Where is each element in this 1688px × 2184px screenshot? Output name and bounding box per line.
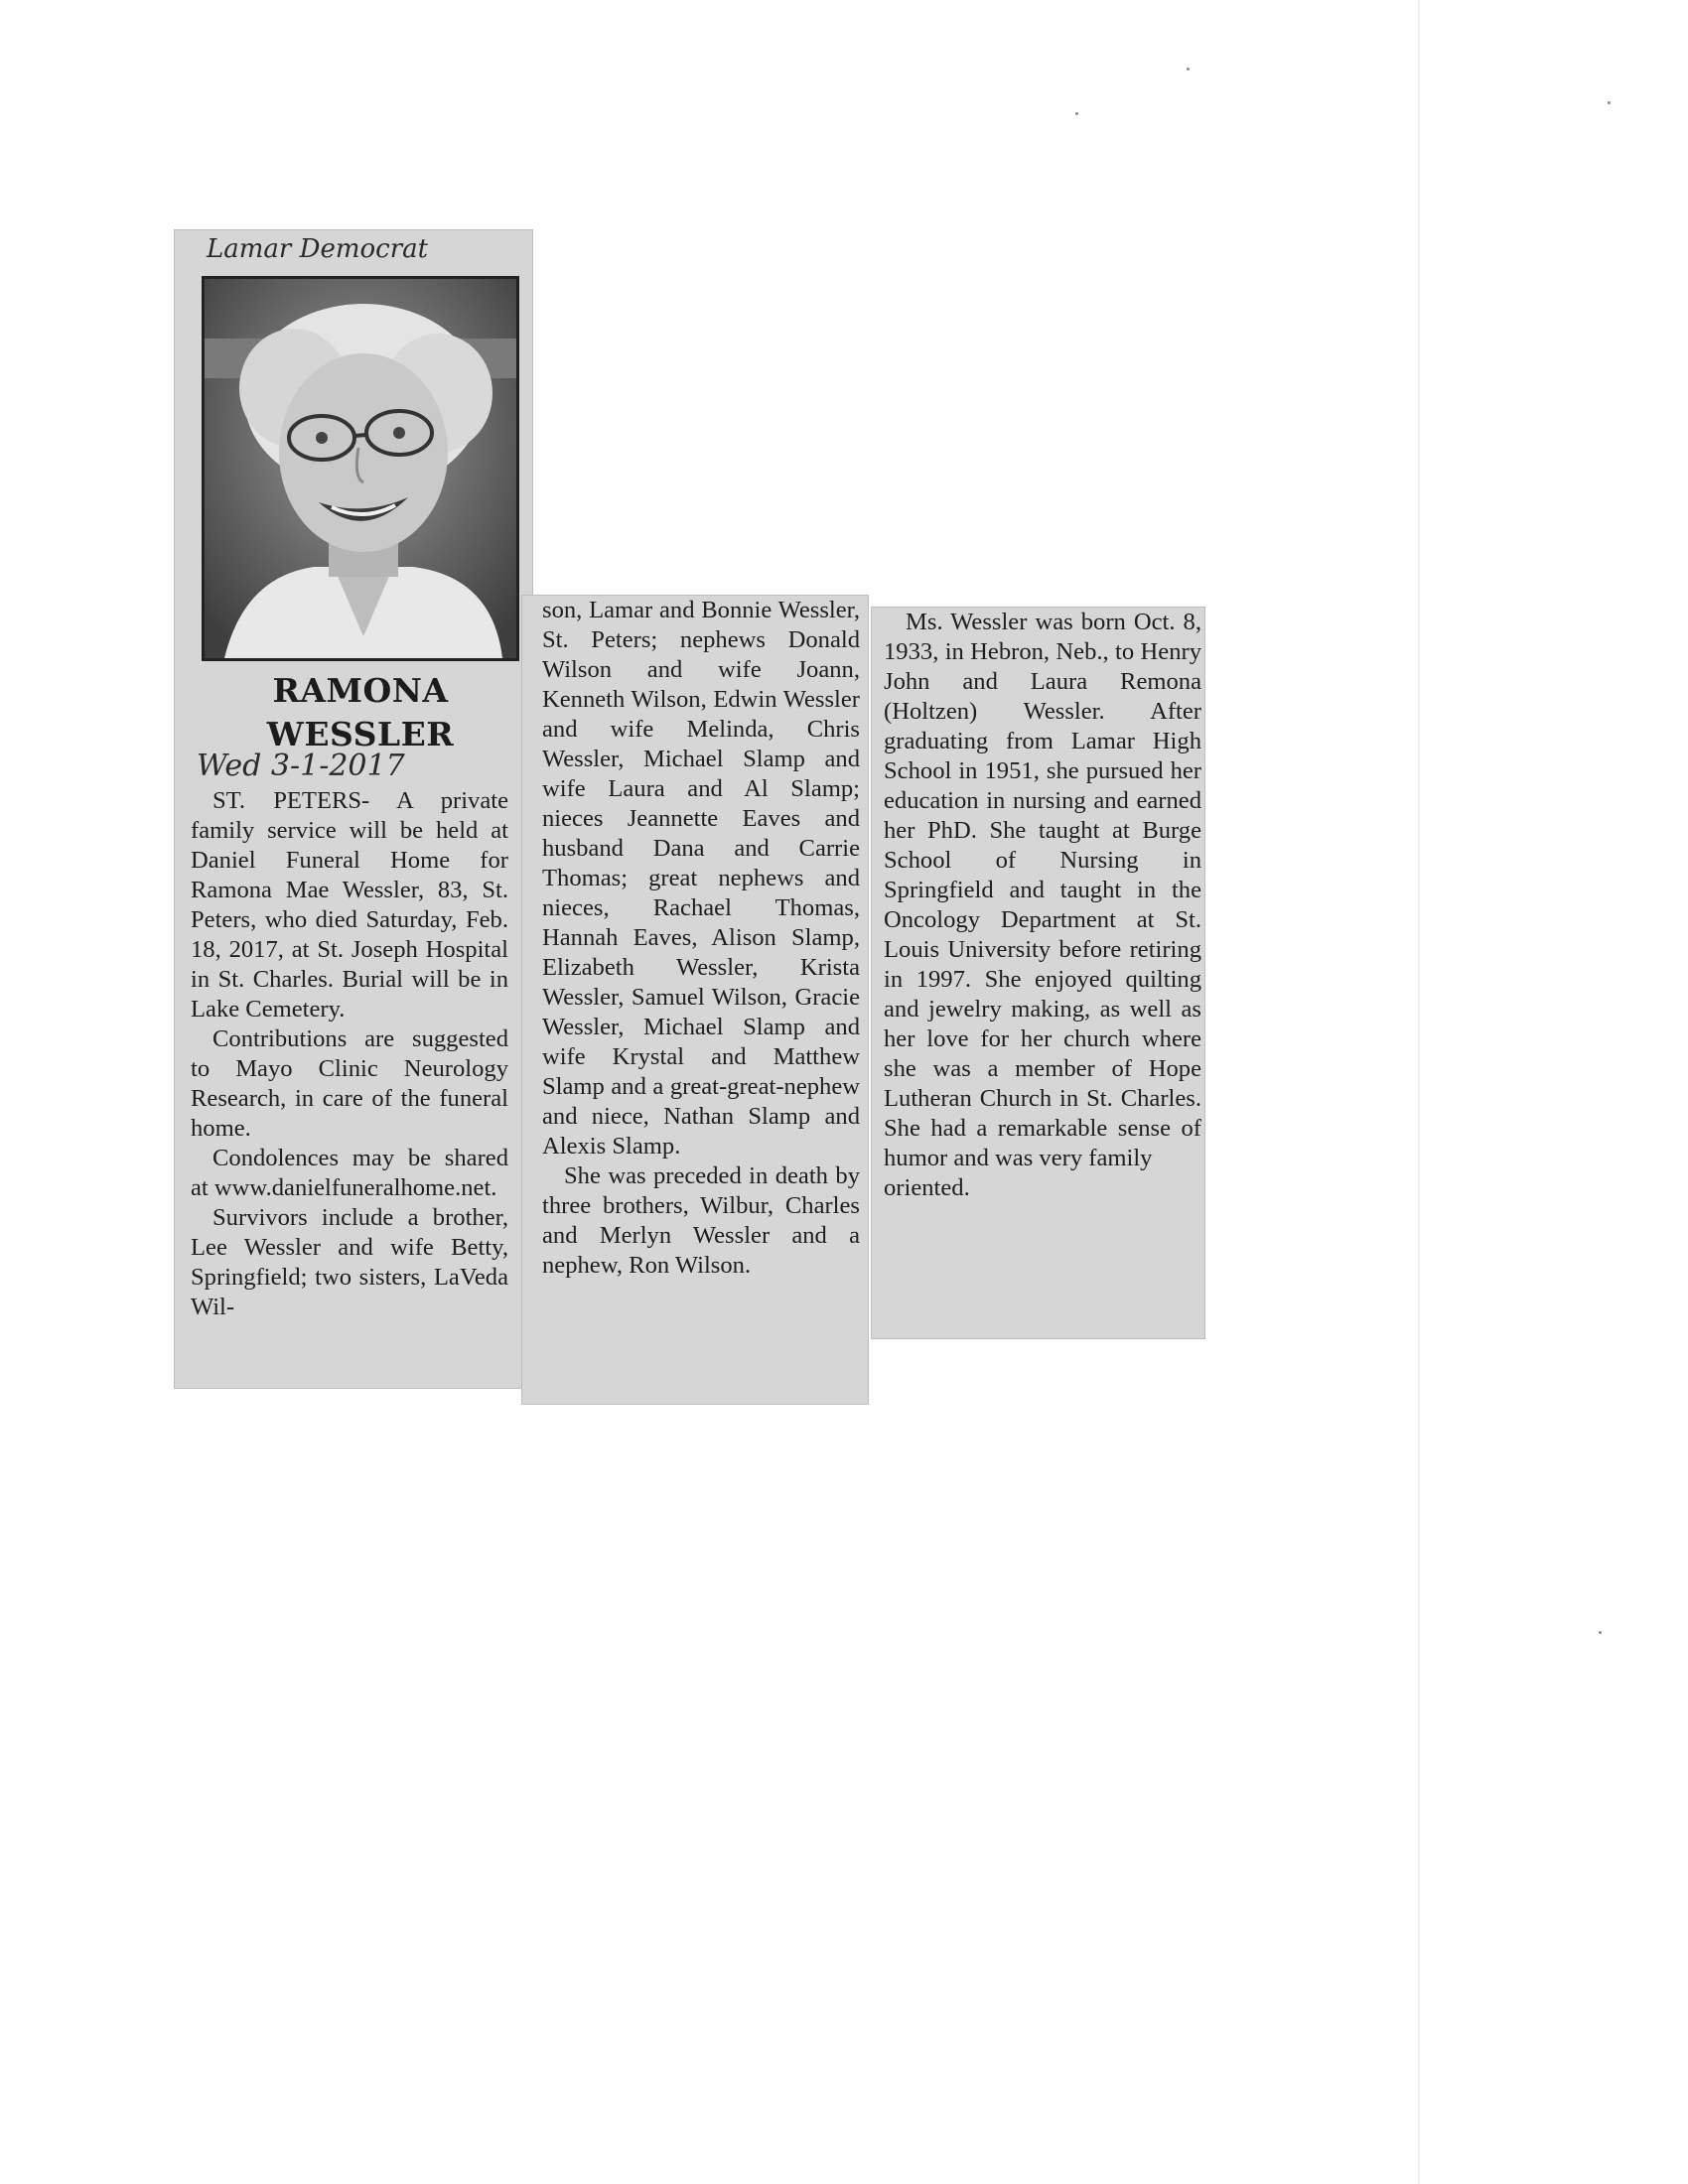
- headline-first-name: RAMONA: [272, 671, 449, 710]
- dust-speck: [1187, 68, 1190, 70]
- paragraph: ST. PETERS- A private family service will be held at Daniel Funeral Home for Ramona Mae Wessler, 83, St. Peters, who died Saturday, Feb. 18, 2017, at St. Joseph Hospital in St. Charles. Burial will be in Lake Cemetery.: [191, 787, 508, 1023]
- paragraph: Condolences may be shared at www.danielfuneralhome.net.: [191, 1145, 508, 1201]
- paragraph: Ms. Wessler was born Oct. 8, 1933, in Hebron, Neb., to Henry John and Laura Remona (Holtzen) Wessler. After graduating from Lamar High School in 1951, she pursued her education in nursing and earned her PhD. She taught at Burge School of Nursing in Springfield and taught in the Oncology Department at St. Louis University before retiring in 1997. She enjoyed quilting and jewelry making, as well as her love for her church where she was a member of Hope Lutheran Church in St. Charles. She had a remarkable sense of humor and was very family: [884, 609, 1201, 1171]
- scanner-edge: [1418, 0, 1420, 2184]
- column-3-text: [884, 608, 1201, 1332]
- dust-speck: [1608, 101, 1611, 104]
- paragraph: Contributions are suggested to Mayo Clinic Neurology Research, in care of the funeral home.: [191, 1025, 508, 1142]
- column-2-text: [542, 596, 860, 1402]
- source-note: Lamar Democrat: [207, 234, 429, 264]
- paragraph: Survivors include a brother, Lee Wessler and wife Betty, Springfield; two sisters, LaVeda Wil-: [191, 1204, 508, 1320]
- paragraph: She was preceded in death by three brothers, Wilbur, Charles and Merlyn Wessler and a nephew, Ron Wilson.: [542, 1162, 860, 1279]
- dust-speck: [1075, 112, 1078, 115]
- obituary-headline: [177, 669, 544, 756]
- dust-speck: [1599, 1631, 1602, 1634]
- headline-last-name: WESSLER: [266, 715, 455, 753]
- portrait-image: [205, 279, 516, 658]
- portrait-photo: [202, 276, 519, 661]
- paragraph: son, Lamar and Bonnie Wessler, St. Peters; nephews Donald Wilson and wife Joann, Kenneth Wilson, Edwin Wessler and wife Melinda, Chris Wessler, Michael Slamp and wife Laura and Al Slamp; nieces Jeannette Eaves and husband Dana and Carrie Thomas; great nephews and nieces, Rachael Thomas, Hannah Eaves, Alison Slamp, Elizabeth Wessler, Krista Wessler, Samuel Wilson, Gracie Wessler, Michael Slamp and wife Krystal and Matthew Slamp and a great-great-nephew and niece, Nathan Slamp and Alexis Slamp.: [542, 597, 860, 1160]
- paragraph: oriented.: [884, 1174, 970, 1201]
- date-note: Wed 3-1-2017: [197, 749, 405, 783]
- column-1-text: [191, 786, 508, 1382]
